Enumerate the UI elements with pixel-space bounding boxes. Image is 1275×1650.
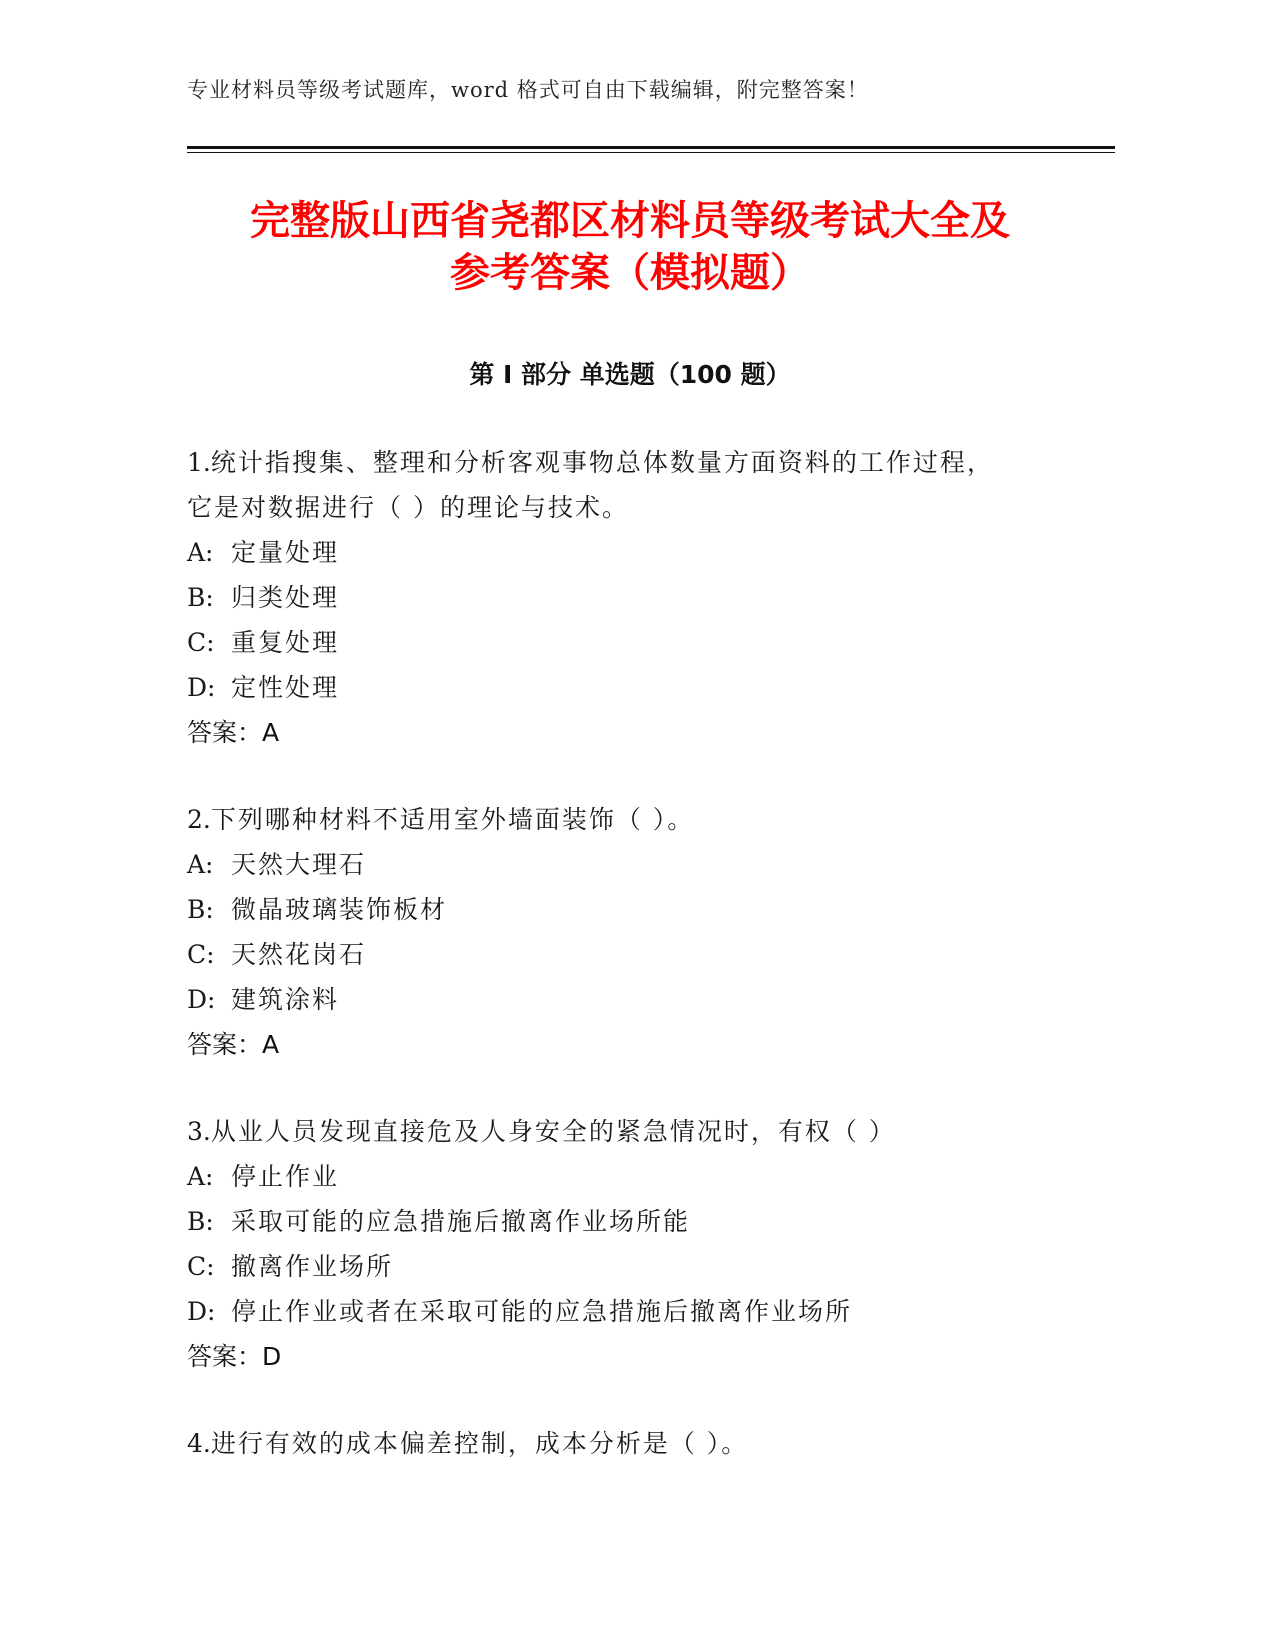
option-a — [187, 842, 1087, 887]
answer-label: 答案： — [187, 718, 263, 747]
option-text: 建筑涂料 — [231, 985, 340, 1014]
question-stem-line: 统计指搜集、整理和分析客观事物总体数量方面资料的工作过程， — [210, 448, 994, 477]
option-d — [187, 1289, 1087, 1334]
question-number: 2. — [187, 805, 211, 834]
option-b — [187, 575, 1087, 620]
answer-line — [187, 710, 1087, 755]
option-a — [187, 1154, 1087, 1199]
question-number: 4. — [187, 1429, 211, 1458]
option-text: 定性处理 — [231, 673, 340, 702]
option-text: 定量处理 — [231, 538, 340, 567]
option-key: A: — [187, 1162, 214, 1191]
option-d — [187, 977, 1087, 1022]
option-text: 天然大理石 — [231, 850, 367, 879]
question-number: 3. — [187, 1117, 211, 1146]
question-4 — [187, 1421, 1087, 1466]
option-key: B: — [187, 895, 214, 924]
option-key: B: — [187, 583, 214, 612]
option-text: 采取可能的应急措施后撤离作业场所能 — [231, 1207, 691, 1236]
answer-line — [187, 1022, 1087, 1067]
header-rule-thick — [187, 146, 1115, 149]
option-text: 停止作业 — [231, 1162, 340, 1191]
option-text: 微晶玻璃装饰板材 — [231, 895, 448, 924]
document-title-line-2: 参考答案（模拟题） — [450, 250, 810, 296]
option-key: A: — [187, 850, 214, 879]
question-stem-line: 下列哪种材料不适用室外墙面装饰（ ）。 — [210, 805, 695, 834]
option-c — [187, 620, 1087, 665]
option-text: 归类处理 — [231, 583, 340, 612]
option-d — [187, 665, 1087, 710]
answer-label: 答案： — [187, 1030, 263, 1059]
option-b — [187, 887, 1087, 932]
option-text: 撤离作业场所 — [231, 1252, 394, 1281]
option-key: C: — [187, 1252, 215, 1281]
question-stem — [187, 440, 1087, 530]
question-stem-line: 进行有效的成本偏差控制，成本分析是（ ）。 — [210, 1429, 749, 1458]
option-key: B: — [187, 1207, 214, 1236]
document-title-line-1: 完整版山西省尧都区材料员等级考试大全及 — [250, 198, 1010, 244]
option-c — [187, 932, 1087, 977]
option-key: A: — [187, 538, 214, 567]
option-text: 重复处理 — [231, 628, 340, 657]
question-3 — [187, 1109, 1087, 1379]
question-stem-line: 从业人员发现直接危及人身安全的紧急情况时，有权（ ） — [210, 1117, 896, 1146]
option-key: D: — [187, 1297, 216, 1326]
option-key: C: — [187, 940, 215, 969]
option-b — [187, 1199, 1087, 1244]
option-key: D: — [187, 673, 216, 702]
header-note: 专业材料员等级考试题库，word 格式可自由下载编辑，附完整答案！ — [187, 78, 869, 102]
option-text: 停止作业或者在采取可能的应急措施后撤离作业场所 — [231, 1297, 853, 1326]
answer-value: A — [262, 1030, 280, 1059]
document-title — [150, 195, 1110, 299]
answer-line — [187, 1334, 1087, 1379]
question-stem — [187, 1421, 1087, 1466]
answer-label: 答案： — [187, 1342, 263, 1371]
option-c — [187, 1244, 1087, 1289]
option-a — [187, 530, 1087, 575]
question-1 — [187, 440, 1087, 755]
question-number: 1. — [187, 448, 211, 477]
question-stem-line: 它是对数据进行（ ）的理论与技术。 — [187, 493, 629, 522]
section-title: 第 I 部分 单选题（100 题） — [469, 360, 791, 389]
answer-value: D — [262, 1342, 282, 1371]
option-key: D: — [187, 985, 216, 1014]
question-list — [187, 440, 1087, 1508]
option-text: 天然花岗石 — [231, 940, 367, 969]
question-2 — [187, 797, 1087, 1067]
option-key: C: — [187, 628, 215, 657]
header-rule-thin — [187, 152, 1115, 153]
answer-value: A — [262, 718, 280, 747]
question-stem — [187, 797, 1087, 842]
question-stem — [187, 1109, 1087, 1154]
